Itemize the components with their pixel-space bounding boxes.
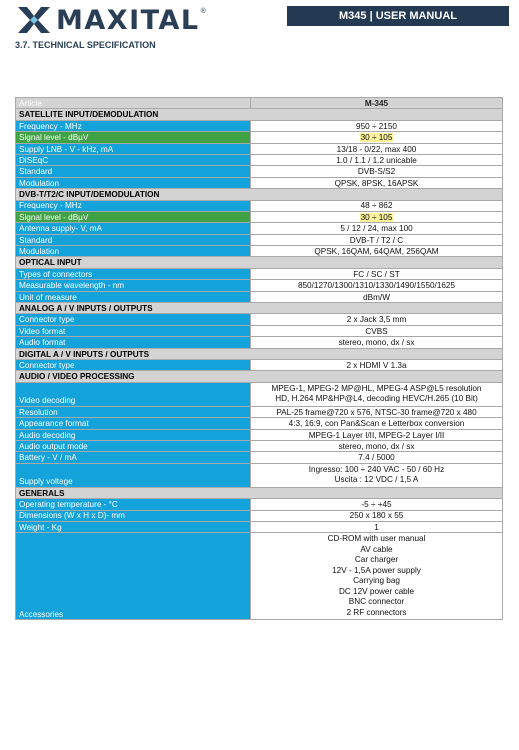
table-row <box>16 418 503 429</box>
row-value: 4:3, 16:9, con Pan&Scan e Letterbox conversion <box>251 418 503 429</box>
row-value: 5 / 12 / 24, max 100 <box>251 223 503 234</box>
row-label: Supply LNB - V - kHz, mA <box>16 143 251 154</box>
row-value: FC / SC / ST <box>251 268 503 279</box>
row-value: 950 ÷ 2150 <box>251 120 503 131</box>
section-header: SATELLITE INPUT/DEMODULATION <box>16 109 503 120</box>
table-row <box>16 359 503 370</box>
value-line: Ingresso: 100 ÷ 240 VAC - 50 / 60 Hz <box>308 464 445 474</box>
accessory-item: CD-ROM with user manual <box>327 534 426 544</box>
table-row <box>16 280 503 291</box>
row-label: Appearance format <box>16 418 251 429</box>
section-header: OPTICAL INPUT <box>16 257 503 268</box>
accessory-item: DC 12V power cable <box>338 586 415 596</box>
table-row <box>16 440 503 451</box>
table-row <box>16 268 503 279</box>
accessory-item: 12V - 1,5A power supply <box>332 565 421 575</box>
row-value <box>251 463 503 487</box>
row-value <box>251 132 503 143</box>
section-header: GENERALS <box>16 487 503 498</box>
table-row <box>16 200 503 211</box>
row-value: stereo, mono, dx / sx <box>251 440 503 451</box>
table-row <box>16 314 503 325</box>
section-title: 3.7. TECHNICAL SPECIFICATION <box>15 40 156 50</box>
table-row <box>16 452 503 463</box>
row-label: Accessories <box>16 533 251 620</box>
row-label: Types of connectors <box>16 268 251 279</box>
row-label: Connector type <box>16 359 251 370</box>
row-label: Antenna supply- V, mA <box>16 223 251 234</box>
table-row <box>16 120 503 131</box>
row-value: DVB-S/S2 <box>251 166 503 177</box>
value-line: HD, H.264 MP&HP@L4, decoding HEVC/H.265 (10 Bit) <box>275 394 478 404</box>
table-row <box>16 463 503 487</box>
row-value: M-345 <box>251 98 503 109</box>
table-row <box>16 533 503 620</box>
accessory-item: Car charger <box>354 555 399 565</box>
row-label: Signal level - dBµV <box>16 211 251 222</box>
row-label: Audio output mode <box>16 440 251 451</box>
row-label: Video format <box>16 325 251 336</box>
row-value <box>251 211 503 222</box>
row-label: Weight - Kg <box>16 521 251 532</box>
row-label: Modulation <box>16 246 251 257</box>
accessory-item: AV cable <box>360 544 393 554</box>
row-label: Dimensions (W x H x D)- mm <box>16 510 251 521</box>
table-row <box>16 98 503 109</box>
row-value: 1 <box>251 521 503 532</box>
row-label: Operating temperature - °C <box>16 499 251 510</box>
row-value: DVB-T / T2 / C <box>251 234 503 245</box>
page-header <box>0 0 519 40</box>
table-row <box>16 166 503 177</box>
row-value <box>251 533 503 620</box>
highlighted-value: 30 ÷ 105 <box>360 212 393 222</box>
table-row <box>16 499 503 510</box>
table-row <box>16 325 503 336</box>
table-row <box>16 510 503 521</box>
table-row <box>16 429 503 440</box>
table-row <box>16 382 503 406</box>
section-row <box>16 109 503 120</box>
row-value: QPSK, 8PSK, 16APSK <box>251 177 503 188</box>
row-value: 7.4 / 5000 <box>251 452 503 463</box>
row-label: Video decoding <box>16 382 251 406</box>
row-label: Battery - V / mA <box>16 452 251 463</box>
row-value: 1.0 / 1.1 / 1.2 unicable <box>251 154 503 165</box>
table-row <box>16 177 503 188</box>
row-value: -5 ÷ +45 <box>251 499 503 510</box>
section-header: AUDIO / VIDEO PROCESSING <box>16 371 503 382</box>
row-value: 850/1270/1300/1310/1330/1490/1550/1625 <box>251 280 503 291</box>
row-value: 48 ÷ 862 <box>251 200 503 211</box>
row-label: Standard <box>16 234 251 245</box>
section-row <box>16 189 503 200</box>
section-header: DVB-T/T2/C INPUT/DEMODULATION <box>16 189 503 200</box>
table-row <box>16 406 503 417</box>
section-row <box>16 348 503 359</box>
row-value: CVBS <box>251 325 503 336</box>
row-label: Audio decoding <box>16 429 251 440</box>
row-label: Audio format <box>16 337 251 348</box>
table-row <box>16 211 503 222</box>
table-row <box>16 337 503 348</box>
row-value: dBm/W <box>251 291 503 302</box>
row-value: stereo, mono, dx / sx <box>251 337 503 348</box>
row-value: 250 x 180 x 55 <box>251 510 503 521</box>
section-row <box>16 303 503 314</box>
manual-title-badge: M345 | USER MANUAL <box>287 6 509 26</box>
row-value: PAL-25 frame@720 x 576, NTSC-30 frame@720 x 480 <box>251 406 503 417</box>
row-label: DiSEqC <box>16 154 251 165</box>
row-label: Supply voltage <box>16 463 251 487</box>
table-row <box>16 234 503 245</box>
table-row <box>16 291 503 302</box>
row-value: MPEG-1 Layer I/II, MPEG-2 Layer I/II <box>251 429 503 440</box>
section-header: DIGITAL A / V INPUTS / OUTPUTS <box>16 348 503 359</box>
table-row <box>16 223 503 234</box>
table-row <box>16 521 503 532</box>
highlighted-value: 30 ÷ 105 <box>360 133 393 143</box>
row-label: Modulation <box>16 177 251 188</box>
row-value: QPSK, 16QAM, 64QAM, 256QAM <box>251 246 503 257</box>
section-header: ANALOG A / V INPUTS / OUTPUTS <box>16 303 503 314</box>
spec-table <box>15 97 503 620</box>
accessory-item: BNC connector <box>348 597 405 607</box>
table-row <box>16 132 503 143</box>
table-row <box>16 246 503 257</box>
brand-logo <box>16 4 206 36</box>
row-label: Standard <box>16 166 251 177</box>
accessory-item: Carrying bag <box>353 576 400 586</box>
table-row <box>16 154 503 165</box>
section-row <box>16 487 503 498</box>
maxital-logo-icon <box>16 5 52 35</box>
table-row <box>16 143 503 154</box>
row-label: Connector type <box>16 314 251 325</box>
row-label: Frequency - MHz <box>16 200 251 211</box>
row-label: Signal level - dBµV <box>16 132 251 143</box>
row-label: Measurable wavelength - nm <box>16 280 251 291</box>
registered-mark: ® <box>200 8 206 15</box>
row-label: Frequency - MHz <box>16 120 251 131</box>
row-value <box>251 382 503 406</box>
value-line: Uscita : 12 VDC / 1,5 A <box>334 475 419 485</box>
value-line: MPEG-1, MPEG-2 MP@HL, MPEG-4 ASP@L5 resolution <box>271 383 482 393</box>
accessory-item: 2 RF connectors <box>346 607 407 617</box>
row-label: Article <box>16 98 251 109</box>
brand-name: MAXITAL <box>56 4 200 36</box>
row-label: Unit of measure <box>16 291 251 302</box>
section-row <box>16 257 503 268</box>
section-row <box>16 371 503 382</box>
row-value: 2 x HDMI V 1.3a <box>251 359 503 370</box>
row-value: 2 x Jack 3,5 mm <box>251 314 503 325</box>
row-label: Resolution <box>16 406 251 417</box>
row-value: 13/18 - 0/22, max 400 <box>251 143 503 154</box>
